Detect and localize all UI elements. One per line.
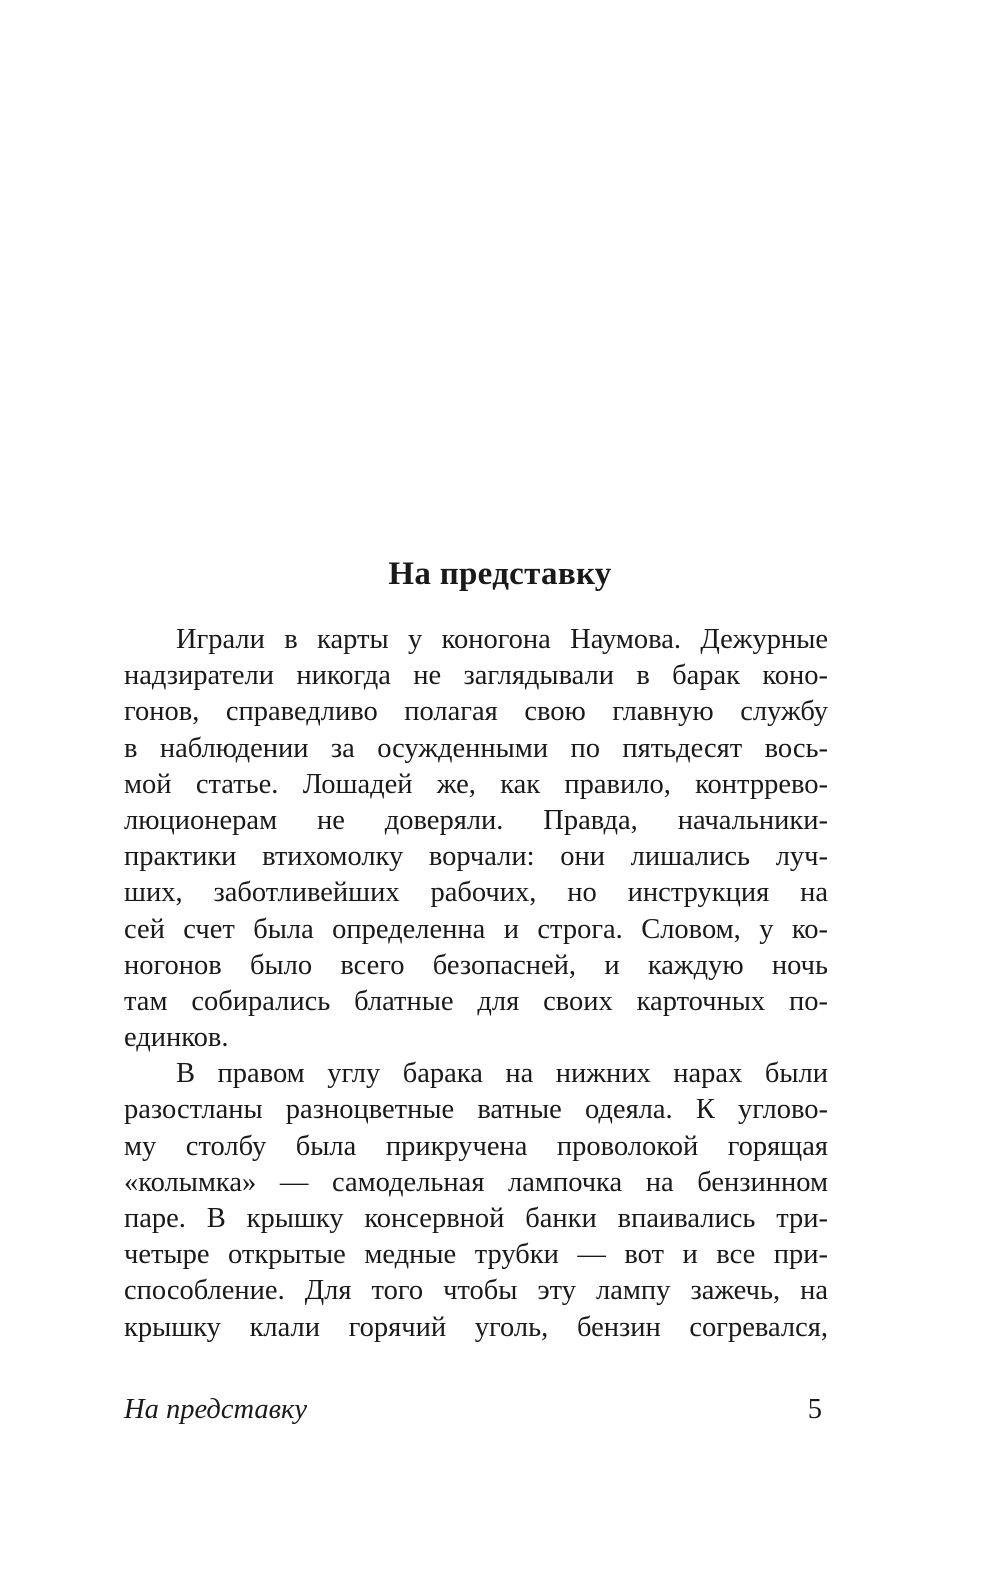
running-title: На представку	[124, 1394, 307, 1425]
text-line: четыре открытые медные трубки — вот и все при-	[124, 1239, 828, 1271]
text-line: гонов, справедливо полагая свою главную службу	[124, 696, 828, 728]
text-line: практики втихомолку ворчали: они лишались луч-	[124, 841, 828, 873]
text-line: надзиратели никогда не заглядывали в барак коно-	[124, 660, 828, 692]
text-line: В правом углу барака на нижних нарах были	[176, 1058, 828, 1090]
page-number: 5	[807, 1394, 822, 1425]
body-text	[124, 622, 828, 1346]
chapter-title: На представку	[388, 556, 612, 592]
text-line: сей счет была определенна и строга. Словом, у ко-	[124, 913, 828, 945]
text-line: мой статье. Лошадей же, как правило, контррево-	[124, 768, 828, 800]
text-line: единков.	[124, 1022, 229, 1054]
text-line: крышку клали горячий уголь, бензин согревался,	[124, 1311, 828, 1343]
text-line: люционерам не доверяли. Правда, начальники-	[124, 804, 828, 836]
text-line: в наблюдении за осужденными по пятьдесят вось-	[124, 732, 828, 764]
text-line: Играли в карты у коногона Наумова. Дежурные	[176, 624, 828, 655]
text-line: способление. Для того чтобы эту лампу зажечь, на	[124, 1275, 828, 1307]
text-line: «колымка» — самодельная лампочка на бензинном	[124, 1166, 828, 1198]
text-line: му столбу была прикручена проволокой горящая	[124, 1130, 828, 1162]
text-line: там собирались блатные для своих карточных по-	[124, 985, 828, 1017]
text-line: ших, заботливейших рабочих, но инструкция на	[124, 877, 828, 909]
text-line: разостланы разноцветные ватные одеяла. К углово-	[124, 1094, 828, 1126]
text-line: паре. В крышку консервной банки впаивались три-	[124, 1203, 828, 1234]
page-footer	[124, 1390, 828, 1430]
text-line: ногонов было всего безопасней, и каждую ночь	[124, 949, 828, 981]
